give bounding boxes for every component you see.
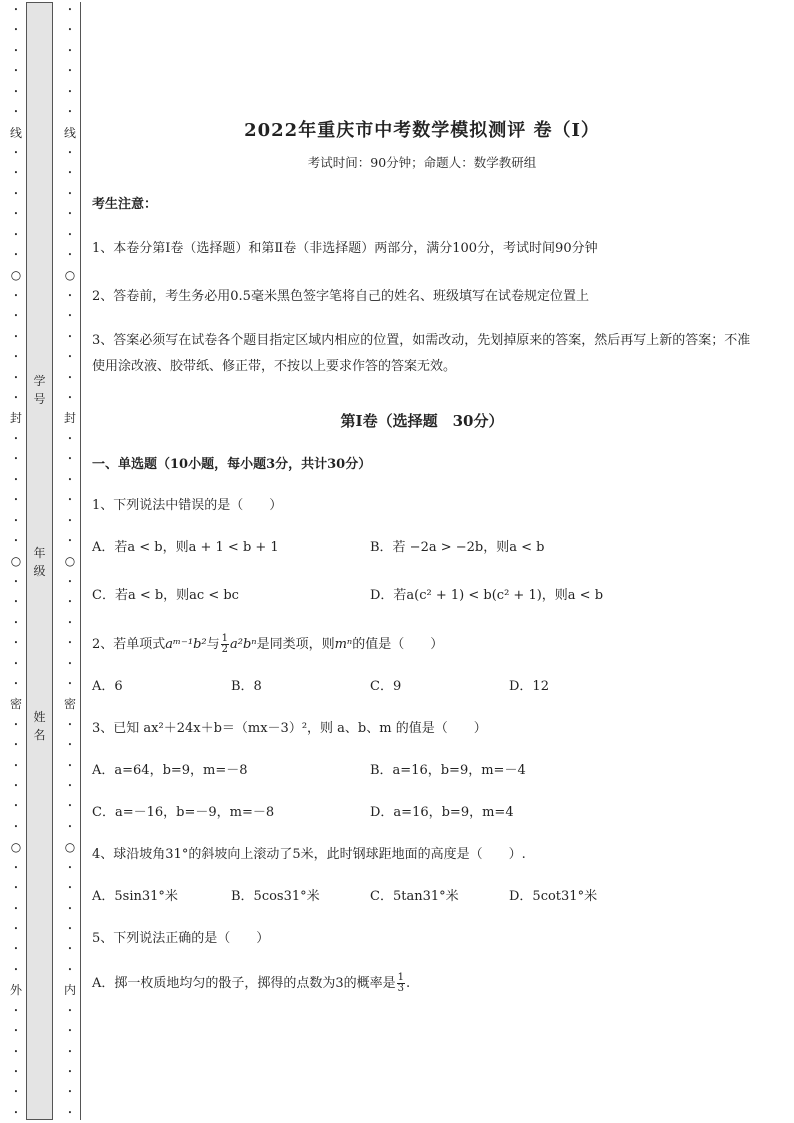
outer-binding-dot: • — [13, 761, 19, 770]
outer-binding-dot: • — [13, 741, 19, 750]
inner-binding-dot: • — [67, 353, 73, 362]
inner-binding-dot: • — [67, 536, 73, 545]
question-1-options-row-2 — [92, 586, 752, 606]
outer-binding-dot: • — [13, 1027, 19, 1036]
field-label-char: 姓 — [33, 710, 46, 724]
question-3-stem: 3、已知 ax²＋24x＋b＝（mx－3）²，则 a、b、m 的值是（ ） — [92, 721, 487, 736]
inner-binding-dot: • — [67, 822, 73, 831]
inner-binding-dot: • — [67, 475, 73, 484]
outer-binding-dot: • — [13, 87, 19, 96]
inner-binding-dot: • — [67, 965, 73, 974]
question-2-option-b: B．8 — [231, 679, 262, 694]
outer-binding-dot: • — [13, 169, 19, 178]
question-2-monomial-1: aᵐ⁻¹b² — [165, 637, 207, 652]
outer-binding-dot: • — [13, 108, 19, 117]
outer-binding-dot: • — [13, 1108, 19, 1117]
question-1-option-b: B．若 −2a > −2b，则a < b — [370, 540, 545, 555]
outer-binding-mark: ○ — [10, 268, 22, 283]
inner-binding-dot: • — [67, 251, 73, 260]
inner-binding-mark: ○ — [64, 554, 76, 569]
question-3-option-b: B．a=16，b=9，m=－4 — [370, 763, 526, 778]
outer-binding-dot: • — [13, 904, 19, 913]
question-3-option-c: C．a=－16，b=－9，m=－8 — [92, 805, 275, 820]
outer-binding-dot: • — [13, 802, 19, 811]
notice-item-3: 3、答案必须写在试卷各个题目指定区域内相应的位置，如需改动，先划掉原来的答案，然后再写上新的答案；不准使用涂改液、胶带纸、修正带，不按以上要求作答的答案无效。 — [92, 333, 751, 374]
outer-binding-dot: • — [13, 312, 19, 321]
question-2-power: mⁿ — [334, 637, 353, 652]
inner-binding-dot: • — [67, 373, 73, 382]
field-label-char: 号 — [33, 392, 46, 406]
outer-binding-dot: • — [13, 924, 19, 933]
inner-binding-dot: • — [67, 87, 73, 96]
question-4-stem: 4、球沿坡角31°的斜坡向上滚动了5米，此时钢球距地面的高度是（ ）. — [92, 847, 526, 862]
outer-binding-dot: • — [13, 659, 19, 668]
inner-binding-dot: • — [67, 394, 73, 403]
inner-binding-column — [56, 0, 84, 1123]
inner-binding-dot: • — [67, 679, 73, 688]
inner-binding-dot: • — [67, 455, 73, 464]
question-3-option-d: D．a=16，b=9，m=4 — [370, 805, 514, 820]
question-5-option-a-end: . — [406, 976, 411, 991]
section-title: 第I卷（选择题 30分） — [340, 412, 504, 430]
question-2-monomial-2: a²bⁿ — [230, 637, 257, 652]
question-5-stem: 5、下列说法正确的是（ ） — [92, 931, 270, 946]
outer-binding-dot: • — [13, 251, 19, 260]
outer-binding-dot: • — [13, 679, 19, 688]
inner-binding-dot: • — [67, 1088, 73, 1097]
exam-content — [92, 118, 752, 994]
outer-binding-dot: • — [13, 884, 19, 893]
question-4-options — [92, 887, 752, 907]
outer-binding-dot: • — [13, 26, 19, 35]
inner-binding-dot: • — [67, 904, 73, 913]
question-3-options-row-1 — [92, 761, 752, 781]
outer-binding-dot: • — [13, 455, 19, 464]
outer-binding-mark: 封 — [9, 411, 22, 426]
outer-binding-dot: • — [13, 1047, 19, 1056]
question-2-fraction-numerator: 1 — [221, 633, 229, 644]
question-4-option-a: A．5sin31°米 — [92, 889, 178, 904]
exam-subtitle: 考试时间：90分钟；命题人：数学教研组 — [307, 155, 537, 170]
notice-item-2: 2、答卷前，考生务必用0.5毫米黑色签字笔将自己的姓名、班级填写在试卷规定位置上 — [92, 289, 589, 304]
inner-binding-dot: • — [67, 312, 73, 321]
inner-binding-dot: • — [67, 148, 73, 157]
outer-binding-dot: • — [13, 516, 19, 525]
inner-binding-dot: • — [67, 26, 73, 35]
field-label-char: 年 — [33, 546, 46, 560]
question-2-option-c: C．9 — [370, 679, 402, 694]
outer-binding-dot: • — [13, 230, 19, 239]
field-label-char: 学 — [33, 374, 46, 388]
inner-binding-dot: • — [67, 46, 73, 55]
question-1-option-a: A．若a < b，则a + 1 < b + 1 — [92, 540, 279, 555]
field-label-grade — [26, 544, 53, 580]
outer-binding-dot: • — [13, 1067, 19, 1076]
question-2-text-pre: 2、若单项式 — [92, 637, 166, 652]
outer-binding-dot: • — [13, 720, 19, 729]
inner-binding-dot: • — [67, 945, 73, 954]
outer-binding-dot: • — [13, 46, 19, 55]
question-1-options-row-1 — [92, 538, 752, 558]
question-2-text-end: 的值是（ ） — [352, 637, 444, 652]
field-label-name — [26, 708, 53, 744]
outer-binding-dot: • — [13, 67, 19, 76]
outer-binding-dot: • — [13, 373, 19, 382]
question-5-fraction-denominator: 3 — [397, 983, 405, 994]
outer-binding-dot: • — [13, 782, 19, 791]
inner-binding-dot: • — [67, 332, 73, 341]
inner-binding-dot: • — [67, 230, 73, 239]
inner-binding-dot: • — [67, 577, 73, 586]
outer-binding-dot: • — [13, 863, 19, 872]
inner-binding-dot: • — [67, 884, 73, 893]
outer-binding-dot: • — [13, 965, 19, 974]
question-5-option-a-text: A．掷一枚质地均匀的骰子，掷得的点数为3的概率是 — [92, 976, 396, 991]
inner-binding-dot: • — [67, 108, 73, 117]
question-4-option-d: D．5cot31°米 — [509, 889, 598, 904]
outer-binding-dot: • — [13, 822, 19, 831]
outer-binding-mark: ○ — [10, 840, 22, 855]
notice-heading: 考生注意： — [92, 197, 158, 212]
question-2-text-post: 是同类项，则 — [256, 637, 335, 652]
question-2-options — [92, 677, 752, 697]
inner-binding-dot: • — [67, 659, 73, 668]
question-5-fraction-numerator: 1 — [397, 972, 405, 983]
inner-binding-mark: 内 — [63, 983, 76, 998]
inner-binding-dot: • — [67, 1047, 73, 1056]
question-5-fraction — [397, 973, 405, 994]
inner-binding-dot: • — [67, 618, 73, 627]
question-3-options-row-2 — [92, 803, 752, 823]
inner-binding-dot: • — [67, 1027, 73, 1036]
question-1-option-c: C．若a < b，则ac < bc — [92, 588, 239, 603]
inner-binding-dot: • — [67, 782, 73, 791]
inner-binding-mark: 密 — [63, 697, 76, 712]
inner-binding-mark: 封 — [63, 411, 76, 426]
question-2-text-with: 与 — [206, 637, 220, 652]
inner-binding-dot: • — [67, 67, 73, 76]
outer-binding-dot: • — [13, 945, 19, 954]
inner-binding-dot: • — [67, 741, 73, 750]
outer-binding-dot: • — [13, 353, 19, 362]
outer-binding-dot: • — [13, 189, 19, 198]
outer-binding-dot: • — [13, 6, 19, 14]
inner-binding-dot: • — [67, 720, 73, 729]
inner-binding-dot: • — [67, 210, 73, 219]
outer-binding-dot: • — [13, 536, 19, 545]
field-label-char: 级 — [33, 564, 46, 578]
inner-binding-dot: • — [67, 1108, 73, 1117]
question-3-option-a: A．a=64，b=9，m=－8 — [92, 763, 248, 778]
outer-binding-dot: • — [13, 1006, 19, 1015]
question-1-option-d: D．若a(c² + 1) < b(c² + 1)，则a < b — [370, 588, 604, 603]
question-2-fraction-denominator: 2 — [221, 644, 229, 655]
subsection-title: 一、单选题（10小题，每小题3分，共计30分） — [92, 457, 372, 472]
inner-binding-dot: • — [67, 169, 73, 178]
question-2-option-a: A．6 — [92, 679, 123, 694]
question-2-fraction — [221, 634, 229, 655]
inner-binding-mark: ○ — [64, 840, 76, 855]
question-2-stem — [92, 634, 752, 655]
inner-binding-mark: ○ — [64, 268, 76, 283]
inner-binding-dot: • — [67, 1006, 73, 1015]
question-2-option-d: D．12 — [509, 679, 549, 694]
inner-binding-dot: • — [67, 496, 73, 505]
outer-binding-dot: • — [13, 394, 19, 403]
inner-binding-dot: • — [67, 434, 73, 443]
outer-binding-dot: • — [13, 577, 19, 586]
outer-binding-mark: ○ — [10, 554, 22, 569]
inner-binding-mark: 线 — [63, 125, 76, 140]
inner-binding-dot: • — [67, 189, 73, 198]
question-4-option-b: B．5cos31°米 — [231, 889, 320, 904]
inner-binding-dot: • — [67, 516, 73, 525]
inner-binding-dot: • — [67, 863, 73, 872]
inner-binding-dot: • — [67, 761, 73, 770]
outer-binding-dot: • — [13, 291, 19, 300]
inner-binding-dot: • — [67, 291, 73, 300]
question-1-stem: 1、下列说法中错误的是（ ） — [92, 498, 283, 513]
exam-title: 2022年重庆市中考数学模拟测评 卷（Ⅰ） — [244, 120, 600, 141]
outer-binding-dot: • — [13, 332, 19, 341]
outer-binding-dot: • — [13, 1088, 19, 1097]
outer-binding-dot: • — [13, 210, 19, 219]
outer-binding-dot: • — [13, 475, 19, 484]
outer-binding-mark: 线 — [9, 125, 22, 140]
outer-binding-dot: • — [13, 639, 19, 648]
inner-binding-dot: • — [67, 1067, 73, 1076]
inner-binding-dot: • — [67, 802, 73, 811]
field-label-student-id — [26, 372, 53, 408]
outer-binding-mark: 外 — [9, 983, 22, 998]
field-label-char: 名 — [33, 728, 46, 742]
inner-binding-dot: • — [67, 924, 73, 933]
outer-binding-dot: • — [13, 598, 19, 607]
outer-binding-dot: • — [13, 618, 19, 627]
inner-binding-dot: • — [67, 6, 73, 14]
outer-binding-dot: • — [13, 148, 19, 157]
inner-binding-dot: • — [67, 598, 73, 607]
outer-binding-mark: 密 — [9, 697, 22, 712]
question-4-option-c: C．5tan31°米 — [370, 889, 459, 904]
question-5-option-a — [92, 973, 752, 994]
notice-item-1: 1、本卷分第I卷（选择题）和第Ⅱ卷（非选择题）两部分，满分100分，考试时间90分钟 — [92, 241, 598, 256]
inner-binding-dot: • — [67, 639, 73, 648]
outer-binding-dot: • — [13, 496, 19, 505]
outer-binding-dot: • — [13, 434, 19, 443]
